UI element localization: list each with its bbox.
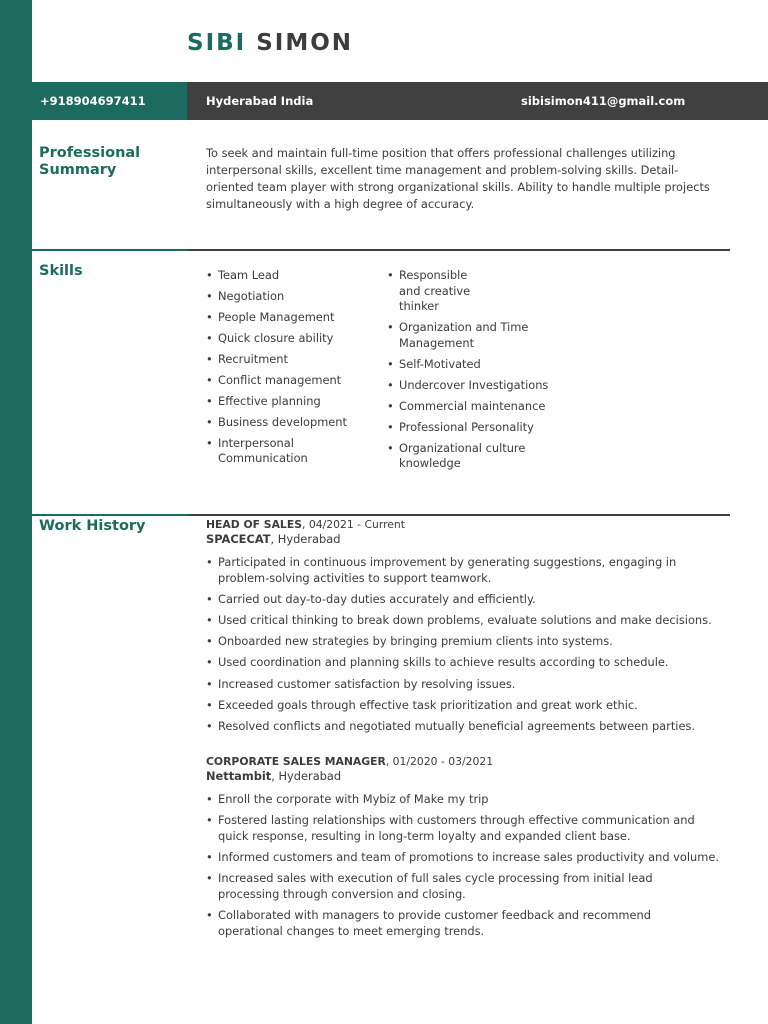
skill-item: • Responsible and creative thinker xyxy=(387,268,479,315)
skill-item: • People Management xyxy=(206,310,356,326)
skill-item: • Business development xyxy=(206,415,356,431)
responsibility-item: • Increased customer satisfaction by resolving issues. xyxy=(206,677,726,693)
last-name: SIMON xyxy=(256,30,354,56)
responsibility-item: • Increased sales with execution of full sales cycle processing from initial lead processing through conversion and closing. xyxy=(206,871,698,902)
job-company-line xyxy=(206,769,726,784)
contact-bar xyxy=(32,82,768,120)
responsibility-item: • Resolved conflicts and negotiated mutually beneficial agreements between parties. xyxy=(206,719,726,735)
job-dates: , 04/2021 - Current xyxy=(301,518,405,531)
skill-item: • Organizational culture knowledge xyxy=(387,441,587,472)
responsibility-item: • Informed customers and team of promotions to increase sales productivity and volume. xyxy=(206,850,726,866)
job-entry xyxy=(206,517,726,740)
company-name: Nettambit xyxy=(206,769,272,783)
location: Hyderabad India xyxy=(206,94,314,108)
skills-list-right xyxy=(387,268,587,477)
responsibility-item: • Collaborated with managers to provide customer feedback and recommend operational changes to meet emerging trends. xyxy=(206,908,703,939)
responsibility-item: • Carried out day-to-day duties accurately and efficiently. xyxy=(206,592,726,608)
responsibility-item: • Exceeded goals through effective task prioritization and great work ethic. xyxy=(206,698,726,714)
skill-item: • Quick closure ability xyxy=(206,331,356,347)
work-history-heading: Work History xyxy=(39,518,146,534)
first-name: SIBI xyxy=(187,30,247,56)
job-responsibilities xyxy=(206,792,726,939)
candidate-name xyxy=(187,30,353,56)
skill-item: • Commercial maintenance xyxy=(387,399,587,415)
section-divider-accent xyxy=(32,514,188,516)
responsibility-item: • Used coordination and planning skills to achieve results according to schedule. xyxy=(206,655,726,671)
job-role: HEAD OF SALES xyxy=(206,518,302,531)
company-location: , Hyderabad xyxy=(271,769,342,783)
company-name: SPACECAT xyxy=(206,532,271,546)
skill-item: • Team Lead xyxy=(206,268,356,284)
left-accent-bar xyxy=(0,0,32,1024)
phone-number: +918904697411 xyxy=(40,94,146,108)
job-dates: , 01/2020 - 03/2021 xyxy=(385,755,494,768)
section-divider xyxy=(188,249,730,251)
skill-item: • Recruitment xyxy=(206,352,356,368)
job-title-line xyxy=(206,754,726,769)
skill-item: • Conflict management xyxy=(206,373,356,389)
section-divider-accent xyxy=(32,249,188,251)
skill-item: • Self-Motivated xyxy=(387,357,587,373)
job-company-line xyxy=(206,532,726,547)
skill-item: • Negotiation xyxy=(206,289,356,305)
skills-heading: Skills xyxy=(39,263,83,279)
responsibility-item: • Onboarded new strategies by bringing premium clients into systems. xyxy=(206,634,726,650)
skills-list-left xyxy=(206,268,356,472)
section-divider xyxy=(188,514,730,516)
job-responsibilities xyxy=(206,555,726,735)
responsibility-item: • Enroll the corporate with Mybiz of Make my trip xyxy=(206,792,726,808)
skill-item: • Professional Personality xyxy=(387,420,587,436)
responsibility-item: • Fostered lasting relationships with customers through effective communication and quick response, resulting in long-term loyalty and expanded client base. xyxy=(206,813,708,844)
job-entry xyxy=(206,754,726,945)
responsibility-item: • Used critical thinking to break down problems, evaluate solutions and make decisions. xyxy=(206,613,726,629)
summary-heading: Professional Summary xyxy=(39,145,141,178)
responsibility-item: • Participated in continuous improvement by generating suggestions, engaging in problem-solving activities to support teamwork. xyxy=(206,555,703,586)
summary-text: To seek and maintain full-time position that offers professional challenges utilizing interpersonal skills, excellent time management and problem-solving skills. Detail-oriented team player with strong organizational skills. Ability to handle multiple projects simultaneously with a high degree of accuracy. xyxy=(206,146,710,211)
job-title-line xyxy=(206,517,726,532)
email-address: sibisimon411@gmail.com xyxy=(521,94,686,108)
skill-item: • Interpersonal Communication xyxy=(206,436,328,467)
skill-item: • Organization and Time Management xyxy=(387,320,549,351)
skill-item: • Effective planning xyxy=(206,394,356,410)
job-role: CORPORATE SALES MANAGER xyxy=(206,755,386,768)
skill-item: • Undercover Investigations xyxy=(387,378,587,394)
company-location: , Hyderabad xyxy=(270,532,341,546)
